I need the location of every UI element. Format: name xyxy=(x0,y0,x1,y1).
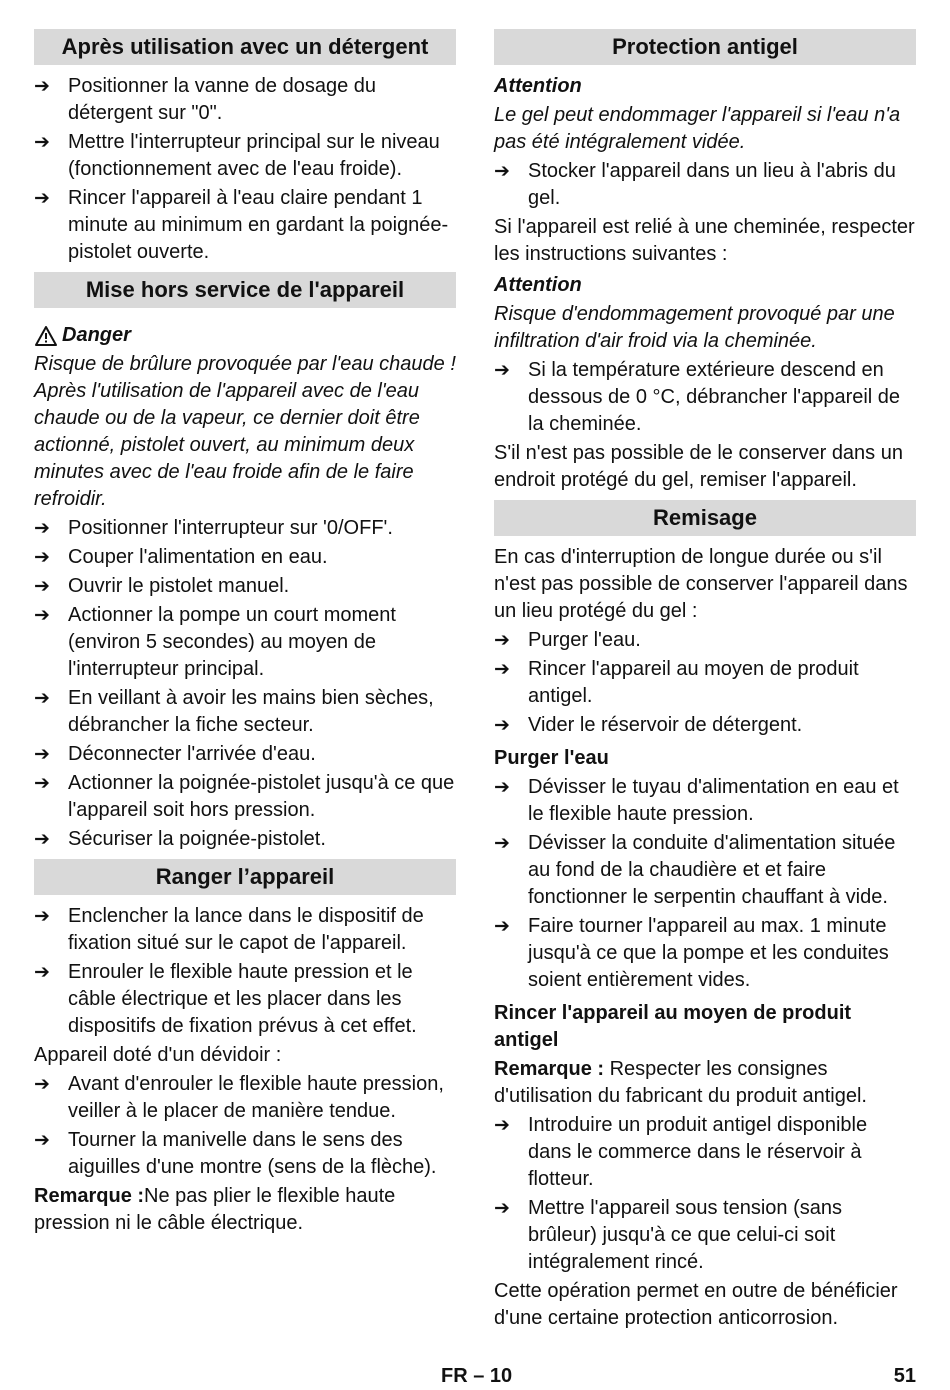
arrow-right-icon: ➔ xyxy=(494,777,510,798)
arrow-right-icon: ➔ xyxy=(34,744,50,765)
remark-label: Remarque : xyxy=(494,1058,605,1080)
attention-text: Risque d'endommagement provoqué par une infiltration d'air froid via la cheminée. xyxy=(494,303,895,352)
remark-paragraph xyxy=(494,1056,916,1110)
list-item: ➔ Avant d'enrouler le flexible haute pression, veiller à le placer de manière tendue. xyxy=(34,1073,444,1122)
arrow-right-icon: ➔ xyxy=(494,715,510,736)
list-item: ➔ Rincer l'appareil à l'eau claire pendant 1 minute au minimum en gardant la poignée-pistolet ouverte. xyxy=(34,187,449,263)
list-item: ➔ Purger l'eau. xyxy=(494,627,916,654)
remark-text: Ne pas plier le flexible haute pression ni le câble électrique. xyxy=(34,1185,396,1234)
danger-heading xyxy=(34,322,456,349)
corrosion-paragraph: Cette opération permet en outre de bénéficier d'une certaine protection anticorrosion. xyxy=(494,1280,898,1329)
list-item: ➔ En veillant à avoir les mains bien sèches, débrancher la fiche secteur. xyxy=(34,687,434,736)
reel-paragraph: Appareil doté d'un dévidoir : xyxy=(34,1044,282,1066)
arrow-right-icon: ➔ xyxy=(494,1198,510,1219)
list-item: ➔ Faire tourner l'appareil au max. 1 minute jusqu'à ce que la pompe et les conduites soient entièrement vides. xyxy=(494,915,889,991)
list-item: ➔ Dévisser la conduite d'alimentation située au fond de la chaudière et et faire fonctionner le serpentin chauffant à vide. xyxy=(494,832,896,908)
list-item: ➔ Actionner la pompe un court moment (environ 5 secondes) au moyen de l'interrupteur principal. xyxy=(34,604,396,680)
list-item: ➔ Positionner la vanne de dosage du détergent sur "0". xyxy=(34,75,377,124)
arrow-right-icon: ➔ xyxy=(34,605,50,626)
arrow-right-icon: ➔ xyxy=(34,688,50,709)
frost-paragraph: S'il n'est pas possible de le conserver dans un endroit protégé du gel, remiser l'appareil. xyxy=(494,442,903,491)
warning-triangle-icon xyxy=(34,325,58,347)
storage-paragraph: En cas d'interruption de longue durée ou s'il n'est pas possible de conserver l'appareil dans un lieu protégé du gel : xyxy=(494,546,908,622)
list-item: ➔ Actionner la poignée-pistolet jusqu'à ce que l'appareil soit hors pression. xyxy=(34,772,455,821)
attention-label: Attention xyxy=(494,274,582,296)
section-title-shutdown: Mise hors service de l'appareil xyxy=(34,272,456,308)
arrow-right-icon: ➔ xyxy=(34,773,50,794)
list-item: ➔ Enclencher la lance dans le dispositif de fixation situé sur le capot de l'appareil. xyxy=(34,905,424,954)
arrow-right-icon: ➔ xyxy=(34,1130,50,1151)
list-item: ➔ Déconnecter l'arrivée d'eau. xyxy=(34,741,456,768)
arrow-right-icon: ➔ xyxy=(494,360,510,381)
danger-text: Risque de brûlure provoquée par l'eau chaude ! Après l'utilisation de l'appareil avec de l'eau chaude ou de la vapeur, ce dernier doit être actionné, pistolet ouvert, au minimum deux minutes avec de l'eau froide afin de le faire refroidir. xyxy=(34,353,456,510)
list-item: ➔ Mettre l'interrupteur principal sur le niveau (fonctionnement avec de l'eau froide). xyxy=(34,131,440,180)
list-reel xyxy=(34,1071,456,1181)
list-antifreeze xyxy=(494,1112,916,1276)
section-title-storage-long: Remisage xyxy=(494,500,916,536)
arrow-right-icon: ➔ xyxy=(34,132,50,153)
list-item: ➔ Rincer l'appareil au moyen de produit antigel. xyxy=(494,658,859,707)
arrow-right-icon: ➔ xyxy=(34,518,50,539)
list-item: ➔ Dévisser le tuyau d'alimentation en eau et le flexible haute pression. xyxy=(494,776,899,825)
remark-text: Respecter les consignes d'utilisation du fabricant du produit antigel. xyxy=(494,1058,867,1107)
arrow-right-icon: ➔ xyxy=(494,916,510,937)
chimney-paragraph: Si l'appareil est relié à une cheminée, respecter les instructions suivantes : xyxy=(494,216,915,265)
list-item: ➔ Enrouler le flexible haute pression et le câble électrique et les placer dans les dispositifs de fixation prévus à cet effet. xyxy=(34,961,417,1037)
arrow-right-icon: ➔ xyxy=(34,76,50,97)
list-item: ➔ Couper l'alimentation en eau. xyxy=(34,544,456,571)
subsection-title-antifreeze: Rincer l'appareil au moyen de produit antigel xyxy=(494,1002,852,1051)
arrow-right-icon: ➔ xyxy=(494,659,510,680)
list-item: ➔ Tourner la manivelle dans le sens des aiguilles d'une montre (sens de la flèche). xyxy=(34,1129,437,1178)
remark-paragraph xyxy=(34,1183,456,1237)
arrow-right-icon: ➔ xyxy=(494,630,510,651)
arrow-right-icon: ➔ xyxy=(34,829,50,850)
remark-label: Remarque : xyxy=(34,1185,145,1207)
arrow-right-icon: ➔ xyxy=(34,906,50,927)
page-footer xyxy=(0,1363,950,1390)
list-item: ➔ Vider le réservoir de détergent. xyxy=(494,712,916,739)
arrow-right-icon: ➔ xyxy=(34,962,50,983)
attention-label: Attention xyxy=(494,75,582,97)
section-title-after-detergent: Après utilisation avec un détergent xyxy=(34,29,456,65)
danger-label: Danger xyxy=(62,324,131,346)
left-column xyxy=(34,29,456,1239)
list-after-detergent xyxy=(34,73,456,266)
list-item: ➔ Stocker l'appareil dans un lieu à l'abris du gel. xyxy=(494,160,896,209)
list-item: ➔ Introduire un produit antigel disponible dans le commerce dans le réservoir à flotteur. xyxy=(494,1114,868,1190)
arrow-right-icon: ➔ xyxy=(34,576,50,597)
attention-text: Le gel peut endommager l'appareil si l'eau n'a pas été intégralement vidée. xyxy=(494,104,901,153)
arrow-right-icon: ➔ xyxy=(494,833,510,854)
page-label: FR – 10 xyxy=(441,1365,513,1387)
list-item: ➔ Sécuriser la poignée-pistolet. xyxy=(34,826,456,853)
list-item: ➔ Ouvrir le pistolet manuel. xyxy=(34,573,456,600)
subsection-title-drain: Purger l'eau xyxy=(494,747,609,769)
list-item: ➔ Si la température extérieure descend en dessous de 0 °C, débrancher l'appareil de la cheminée. xyxy=(494,359,901,435)
list-item: ➔ Mettre l'appareil sous tension (sans brûleur) jusqu'à ce que celui-ci soit intégralement rincé. xyxy=(494,1197,842,1273)
page-number: 51 xyxy=(893,1365,916,1387)
arrow-right-icon: ➔ xyxy=(34,547,50,568)
list-item: ➔ Positionner l'interrupteur sur '0/OFF'. xyxy=(34,515,456,542)
section-title-storage: Ranger l’appareil xyxy=(34,859,456,895)
list-storage xyxy=(34,903,456,1040)
right-column xyxy=(494,29,916,1334)
list-storage-long xyxy=(494,627,916,739)
list-shutdown xyxy=(34,515,456,853)
arrow-right-icon: ➔ xyxy=(494,161,510,182)
section-title-frost-protection: Protection antigel xyxy=(494,29,916,65)
list-drain xyxy=(494,774,916,994)
arrow-right-icon: ➔ xyxy=(494,1115,510,1136)
arrow-right-icon: ➔ xyxy=(34,188,50,209)
arrow-right-icon: ➔ xyxy=(34,1074,50,1095)
